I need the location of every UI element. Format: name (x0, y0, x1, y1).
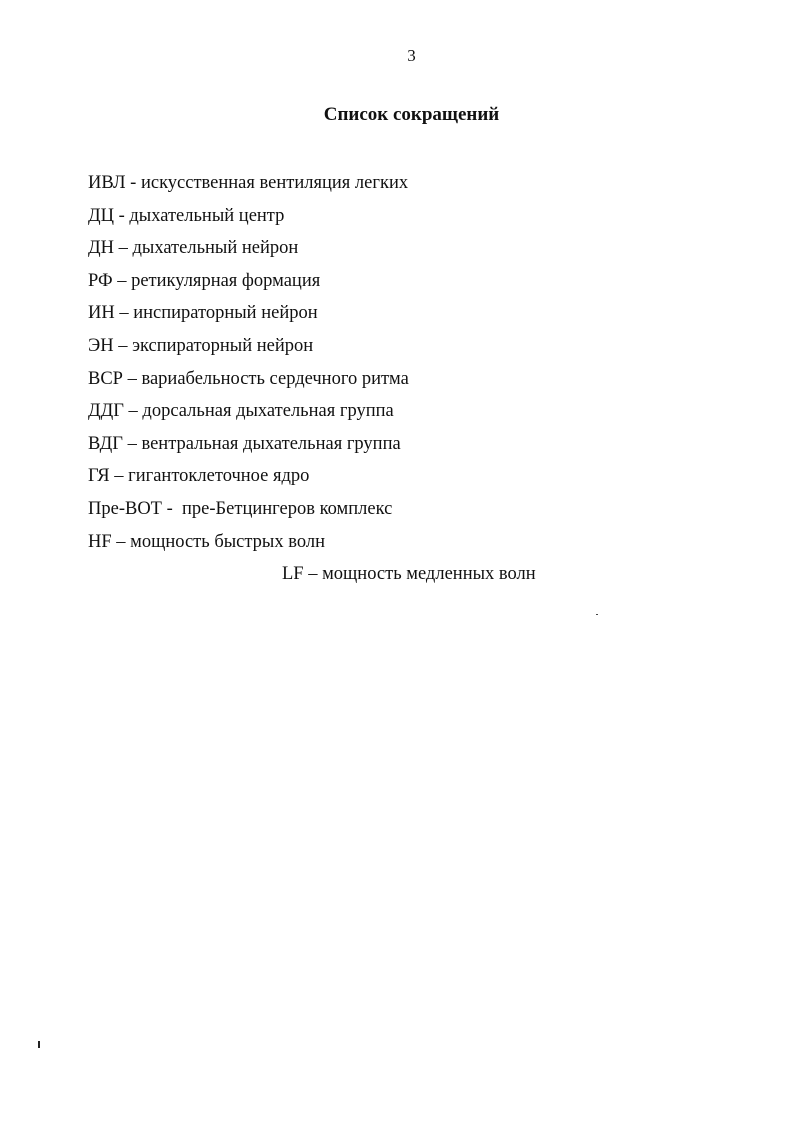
scan-speck (38, 1041, 40, 1048)
list-item: ИВЛ - искусственная вентиляция легких (88, 173, 409, 193)
list-item: ГЯ – гигантоклеточное ядро (88, 466, 310, 487)
list-item: ВДГ – вентральная дыхательная группа (88, 433, 401, 454)
page-number: 3 (407, 46, 416, 65)
page-title: Список сокращений (323, 104, 500, 125)
list-item: ДДГ – дорсальная дыхательная группа (88, 401, 394, 422)
abbreviation-list (88, 170, 536, 584)
list-item: ЭН – экспираторный нейрон (88, 335, 314, 356)
scan-speck (596, 614, 598, 615)
list-item: ДЦ - дыхательный центр (88, 205, 285, 226)
list-item: HF – мощность быстрых волн (88, 531, 325, 552)
list-item: РФ – ретикулярная формация (88, 270, 321, 291)
list-item: ВСР – вариабельность сердечного ритма (88, 368, 409, 389)
list-item: ДН – дыхательный нейрон (88, 238, 299, 259)
list-item: LF – мощность медленных волн (282, 564, 536, 584)
list-item: Пре-ВОТ - пре-Бетцингеров комплекс (88, 498, 393, 519)
list-item: ИН – инспираторный нейрон (88, 303, 318, 324)
